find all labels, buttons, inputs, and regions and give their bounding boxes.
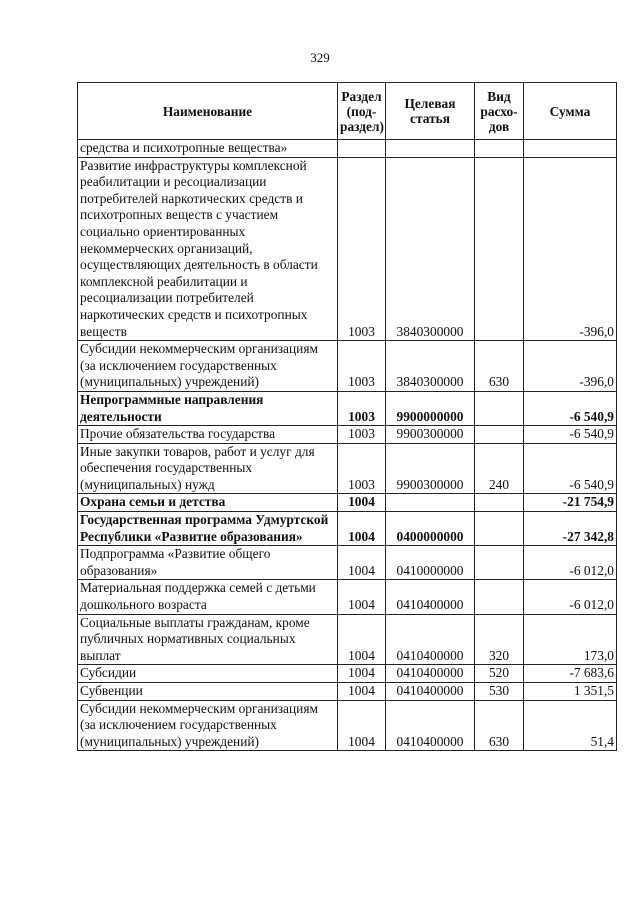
cell-expense-type: 630 — [475, 341, 524, 392]
cell-target: 3840300000 — [386, 157, 475, 341]
cell-expense-type — [475, 426, 524, 444]
cell-section: 1003 — [338, 391, 386, 425]
table-row — [78, 426, 617, 444]
cell-amount: -7 683,6 — [524, 665, 617, 683]
cell-name: Субвенции — [78, 683, 338, 701]
cell-name: Подпрограмма «Развитие общего образования» — [78, 546, 338, 580]
budget-table — [77, 82, 617, 751]
cell-expense-type: 240 — [475, 443, 524, 494]
cell-target: 0410400000 — [386, 665, 475, 683]
cell-name: Социальные выплаты гражданам, кроме публичных нормативных социальных выплат — [78, 614, 338, 665]
cell-amount: -6 540,9 — [524, 443, 617, 494]
cell-amount — [524, 140, 617, 158]
cell-name: Государственная программа Удмуртской Республики «Развитие образования» — [78, 512, 338, 546]
cell-name: Иные закупки товаров, работ и услуг для обеспечения государственных (муниципальных) нужд — [78, 443, 338, 494]
table-row — [78, 665, 617, 683]
cell-target: 0400000000 — [386, 512, 475, 546]
header-target: Целевая статья — [386, 83, 475, 140]
cell-amount: 1 351,5 — [524, 683, 617, 701]
cell-section: 1003 — [338, 157, 386, 341]
cell-expense-type — [475, 157, 524, 341]
cell-section: 1004 — [338, 512, 386, 546]
cell-expense-type — [475, 140, 524, 158]
cell-name: Охрана семьи и детства — [78, 494, 338, 512]
cell-section: 1004 — [338, 494, 386, 512]
cell-amount: -6 540,9 — [524, 391, 617, 425]
header-amount: Сумма — [524, 83, 617, 140]
cell-target: 9900300000 — [386, 426, 475, 444]
cell-section: 1004 — [338, 546, 386, 580]
table-row — [78, 443, 617, 494]
cell-target: 9900300000 — [386, 443, 475, 494]
cell-amount: -396,0 — [524, 341, 617, 392]
cell-expense-type — [475, 494, 524, 512]
cell-amount: 51,4 — [524, 700, 617, 751]
cell-name: Субсидии некоммерческим организациям (за исключением государственных (муниципальных) учреждений) — [78, 341, 338, 392]
cell-name: Субсидии — [78, 665, 338, 683]
cell-target — [386, 494, 475, 512]
cell-expense-type — [475, 391, 524, 425]
cell-target — [386, 140, 475, 158]
header-expense-type: Вид расхо-дов — [475, 83, 524, 140]
cell-target: 0410400000 — [386, 580, 475, 614]
table-row — [78, 614, 617, 665]
cell-target: 3840300000 — [386, 341, 475, 392]
table-row — [78, 341, 617, 392]
cell-target: 0410000000 — [386, 546, 475, 580]
header-section: Раздел (под-раздел) — [338, 83, 386, 140]
cell-section: 1004 — [338, 683, 386, 701]
cell-target: 0410400000 — [386, 700, 475, 751]
table-row — [78, 546, 617, 580]
cell-amount: -6 012,0 — [524, 546, 617, 580]
cell-section: 1003 — [338, 443, 386, 494]
cell-section: 1003 — [338, 426, 386, 444]
cell-amount: -27 342,8 — [524, 512, 617, 546]
cell-amount: 173,0 — [524, 614, 617, 665]
cell-amount: -6 540,9 — [524, 426, 617, 444]
cell-name: Прочие обязательства государства — [78, 426, 338, 444]
cell-section: 1004 — [338, 580, 386, 614]
cell-expense-type: 320 — [475, 614, 524, 665]
cell-expense-type: 520 — [475, 665, 524, 683]
table-header-row — [78, 83, 617, 140]
cell-expense-type: 530 — [475, 683, 524, 701]
table-row — [78, 391, 617, 425]
page-number: 329 — [310, 50, 330, 65]
cell-section: 1004 — [338, 700, 386, 751]
cell-name: Непрограммные направления деятельности — [78, 391, 338, 425]
table-row — [78, 512, 617, 546]
cell-section: 1003 — [338, 341, 386, 392]
table-row — [78, 700, 617, 751]
table-row — [78, 580, 617, 614]
table-row — [78, 140, 617, 158]
cell-expense-type: 630 — [475, 700, 524, 751]
cell-name: Развитие инфраструктуры комплексной реабилитации и ресоциализации потребителей наркотических средств и психотропных веществ с участием социально ориентированных некоммерческих организаций, осуществляющих деятельность в области комплексной реабилитации и ресоциализации потребителей наркотических средств и психотропных веществ — [78, 157, 338, 341]
cell-name: Материальная поддержка семей с детьми дошкольного возраста — [78, 580, 338, 614]
cell-amount: -21 754,9 — [524, 494, 617, 512]
header-name: Наименование — [78, 83, 338, 140]
table-row — [78, 157, 617, 341]
cell-amount: -396,0 — [524, 157, 617, 341]
table-row — [78, 494, 617, 512]
cell-expense-type — [475, 580, 524, 614]
cell-name: средства и психотропные вещества» — [78, 140, 338, 158]
table-body — [78, 140, 617, 751]
cell-expense-type — [475, 512, 524, 546]
cell-amount: -6 012,0 — [524, 580, 617, 614]
cell-target: 0410400000 — [386, 683, 475, 701]
cell-name: Субсидии некоммерческим организациям (за исключением государственных (муниципальных) учреждений) — [78, 700, 338, 751]
cell-target: 0410400000 — [386, 614, 475, 665]
table-row — [78, 683, 617, 701]
cell-target: 9900000000 — [386, 391, 475, 425]
cell-section — [338, 140, 386, 158]
cell-section: 1004 — [338, 614, 386, 665]
cell-expense-type — [475, 546, 524, 580]
cell-section: 1004 — [338, 665, 386, 683]
